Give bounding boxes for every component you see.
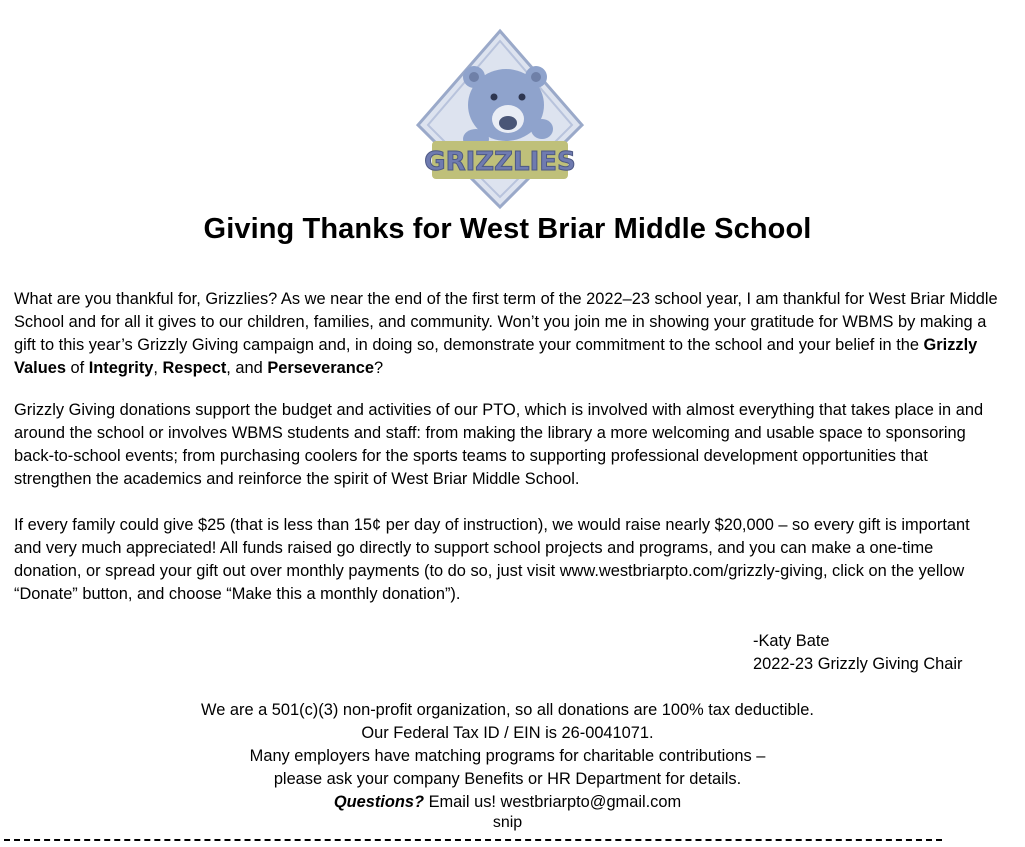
questions-label: Questions? bbox=[333, 793, 425, 811]
value-integrity: Integrity bbox=[88, 359, 154, 377]
intro-end: ? bbox=[373, 359, 384, 377]
value-respect: Respect bbox=[162, 359, 227, 377]
intro-of: of bbox=[65, 359, 89, 377]
grizzly-bear-logo-icon bbox=[410, 27, 590, 211]
signature-block bbox=[753, 630, 963, 676]
value-perseverance: Perseverance bbox=[267, 359, 374, 377]
intro-comma: , bbox=[153, 359, 163, 377]
questions-email: Email us! westbriarpto@gmail.com bbox=[424, 793, 682, 811]
matching-line: Many employers have matching programs for charitable contributions – bbox=[249, 747, 766, 765]
dashed-cut-line bbox=[4, 839, 942, 841]
intro-and: , and bbox=[226, 359, 268, 377]
gift-paragraph: If every family could give $25 (that is less than 15¢ per day of instruction), we would raise nearly $20,000 – so every gift is important and very much appreciated! All funds raised go directly to support school projects and programs, and you can make a one-time donation, or spread your gift out over monthly payments (to do so, just visit www.westbriarpto.com/grizzly-giving, click on the yellow “Donate” button, and choose “Make this a monthly donation”). bbox=[14, 516, 970, 603]
snip-label: snip bbox=[492, 814, 523, 831]
page-title: Giving Thanks for West Briar Middle School bbox=[203, 213, 812, 245]
benefits-line: please ask your company Benefits or HR Department for details. bbox=[273, 770, 742, 788]
grizzly-values-label: Grizzly Values bbox=[14, 336, 978, 377]
grizzlies-logo bbox=[410, 27, 590, 211]
ein-line: Our Federal Tax ID / EIN is 26-0041071. bbox=[361, 724, 654, 742]
intro-text: What are you thankful for, Grizzlies? As we near the end of the first term of the 2022–23 school year, I am thankful for West Briar Middle School and for all it gives to our children, families, and community. Won’t you join me in showing your gratitude for WBMS by making a gift to this year’s Grizzly Giving campaign and, in doing so, demonstrate your commitment to the school and your belief in the bbox=[14, 290, 998, 354]
tax-deductible-line: We are a 501(c)(3) non-profit organization, so all donations are 100% tax deductible. bbox=[201, 701, 814, 719]
footer-block bbox=[0, 699, 1015, 814]
signature-name: -Katy Bate bbox=[753, 632, 830, 650]
donations-paragraph: Grizzly Giving donations support the budget and activities of our PTO, which is involved with almost everything that takes place in and around the school or involves WBMS students and staff: from making the library a more welcoming and usable space to sponsoring back-to-school events; from purchasing coolers for the sports teams to supporting professional development opportunities that strengthen the academics and reinforce the spirit of West Briar Middle School. bbox=[14, 401, 984, 488]
logo-wordmark: GRIZZLIES bbox=[424, 147, 576, 177]
questions-line bbox=[0, 791, 1015, 814]
signature-role: 2022-23 Grizzly Giving Chair bbox=[753, 655, 963, 673]
intro-paragraph bbox=[14, 288, 999, 380]
